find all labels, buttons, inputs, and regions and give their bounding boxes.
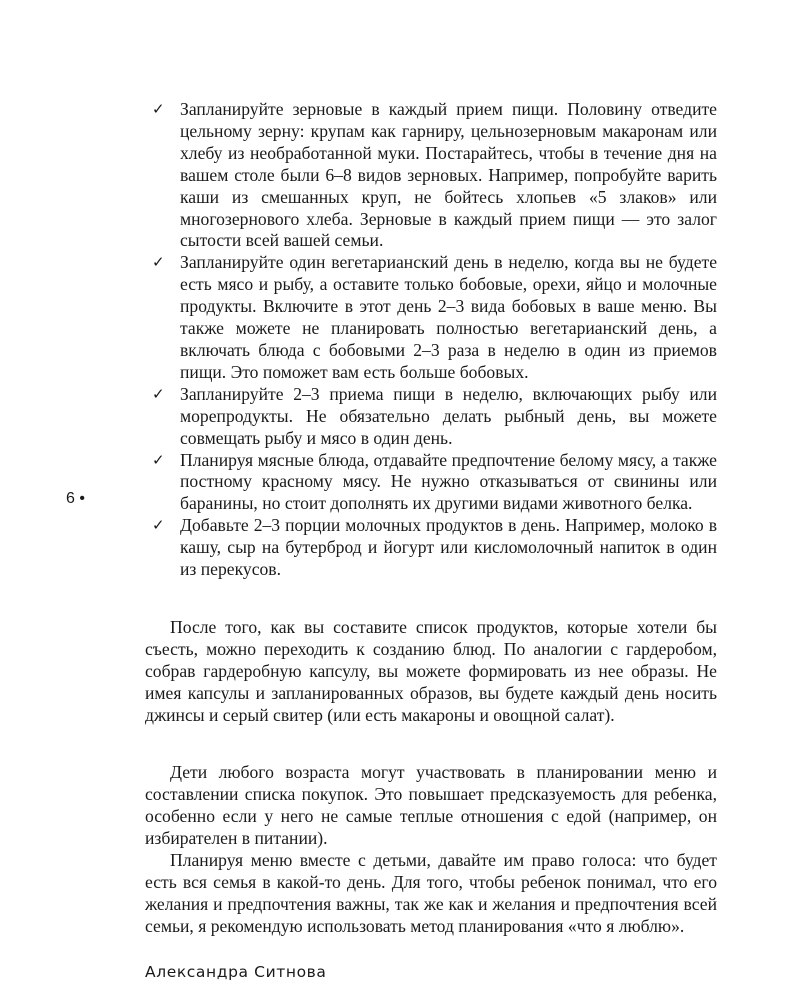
list-item: ✓ Запланируйте один вегетарианский день в неделю, когда вы не будете есть мясо и рыбу, а оставите только бобовые, орехи, яйцо и молочные продукты. Включите в этот день 2–3 вида бобовых в ваше меню. Вы также можете не планировать полностью вегетарианский день, а включать блюда с бобовыми 2–3 раза в неделю в один из приемов пищи. Это поможет вам есть больше бобовых. <box>152 252 717 382</box>
list-item: ✓ Планируя мясные блюда, отдавайте предпочтение белому мясу, а также постному красному мясу. Не нужно отказываться от свинины или баранины, но стоит дополнять их другими видами животного белка. <box>152 449 717 514</box>
list-item: ✓ Добавьте 2–3 порции молочных продуктов в день. Например, молоко в кашу, сыр на бутерброд и йогурт или кисломолочный напиток в один из перекусов. <box>152 515 717 580</box>
list-item: ✓ Запланируйте 2–3 приема пищи в неделю, включающих рыбу или морепродукты. Не обязательно делать рыбный день, вы можете совмещать рыбу и мясо в один день. <box>152 383 717 448</box>
page-number: 6 • <box>66 490 85 507</box>
checkmark-icon: ✓ <box>152 100 165 118</box>
page-body <box>145 99 717 938</box>
checklist <box>145 99 717 581</box>
page-content <box>145 99 717 982</box>
paragraph: Дети любого возраста могут участвовать в планировании меню и составлении списка покупок. Это повышает предсказуемость для ребенка, особенно если у него не самые теплые отношения с едой (например, он избирателен в питании). <box>145 762 717 849</box>
checkmark-icon: ✓ <box>152 384 165 403</box>
paragraph: Планируя меню вместе с детьми, давайте им право голоса: что будет есть вся семья в какой-то день. Для того, чтобы ребенок понимал, что его желания и предпочтения важны, так же как и желания и предпочтения всей семьи, я рекомендую использовать метод планирования «что я люблю». <box>145 850 717 936</box>
footer-author: Александра Ситнова <box>145 962 327 981</box>
checkmark-icon: ✓ <box>152 450 165 469</box>
checkmark-icon: ✓ <box>152 516 165 535</box>
checkmark-icon: ✓ <box>152 253 165 272</box>
paragraph: После того, как вы составите список продуктов, которые хотели бы съесть, можно переходить к созданию блюд. По аналогии с гардеробом, собрав гардеробную капсулу, вы можете формировать из нее образы. Не имея капсулы и запланированных образов, вы будете каждый день носить джинсы и серый свитер (или есть макароны и овощной салат). <box>145 616 717 725</box>
list-item: ✓ Запланируйте зерновые в каждый прием пищи. Половину отведите цельному зерну: крупам как гарниру, цельнозерновым макаронам или хлебу из необработанной муки. Постарайтесь, чтобы в течение дня на вашем столе были 6–8 видов зерновых. Например, попробуйте варить каши из смешанных круп, не бойтесь хлопьев «5 злаков» или многозернового хлеба. Зерновые в каждый прием пищи — это залог сытости всей вашей семьи. <box>152 99 717 251</box>
